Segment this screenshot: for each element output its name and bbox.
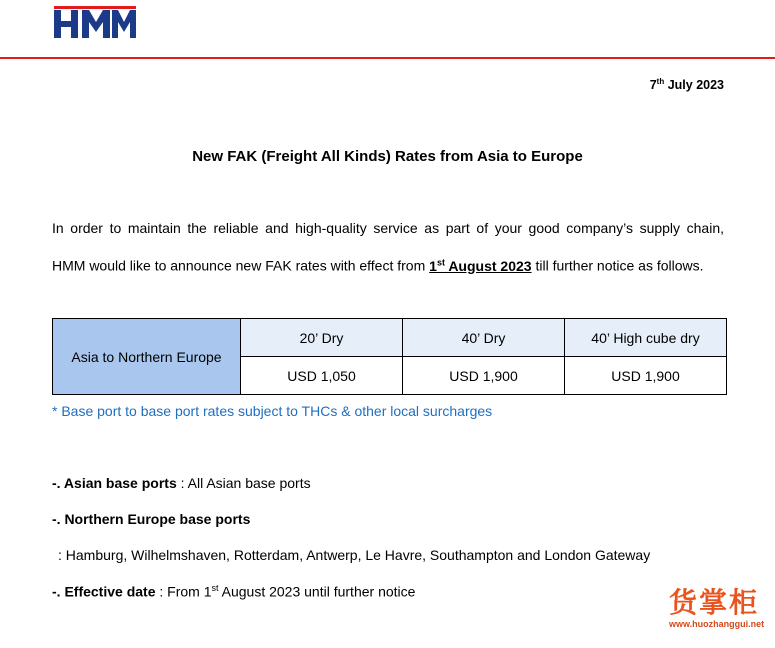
watermark-logo-text: 货掌柜 xyxy=(669,586,760,619)
route-cell: Asia to Northern Europe xyxy=(53,319,241,395)
northern-europe-base-ports-label: -. Northern Europe base ports xyxy=(52,511,251,527)
surcharge-note: * Base port to base port rates subject to THCs & other local surcharges xyxy=(52,403,493,419)
rate-20-dry: USD 1,050 xyxy=(241,357,403,395)
rates-table xyxy=(52,318,727,395)
watermark xyxy=(669,587,775,629)
northern-europe-ports-list: : Hamburg, Wilhelmshaven, Rotterdam, Antwerp, Le Havre, Southampton and London Gateway xyxy=(58,547,651,563)
header-divider xyxy=(0,57,775,59)
table-row xyxy=(53,319,727,357)
document-date: 7th July 2023 xyxy=(649,77,724,93)
header-40-dry: 40’ Dry xyxy=(403,319,565,357)
asian-base-ports: -. Asian base ports : All Asian base ports xyxy=(52,475,311,491)
watermark-url: www.huozhanggui.net xyxy=(669,619,765,629)
intro-line-2: HMM would like to announce new FAK rates with effect from 1st August 2023 till further notice as follows. xyxy=(52,257,704,274)
intro-line-1: In order to maintain the reliable and high-quality service as part of your good company’s supply chain, xyxy=(52,220,724,236)
effective-date: -. Effective date : From 1st August 2023 until further notice xyxy=(52,583,416,600)
header-40-hc: 40’ High cube dry xyxy=(565,319,727,357)
header-20-dry: 20’ Dry xyxy=(241,319,403,357)
rate-40-dry: USD 1,900 xyxy=(403,357,565,395)
rate-40-hc: USD 1,900 xyxy=(565,357,727,395)
hmm-logo xyxy=(54,6,136,45)
page-title: New FAK (Freight All Kinds) Rates from Asia to Europe xyxy=(192,148,583,165)
